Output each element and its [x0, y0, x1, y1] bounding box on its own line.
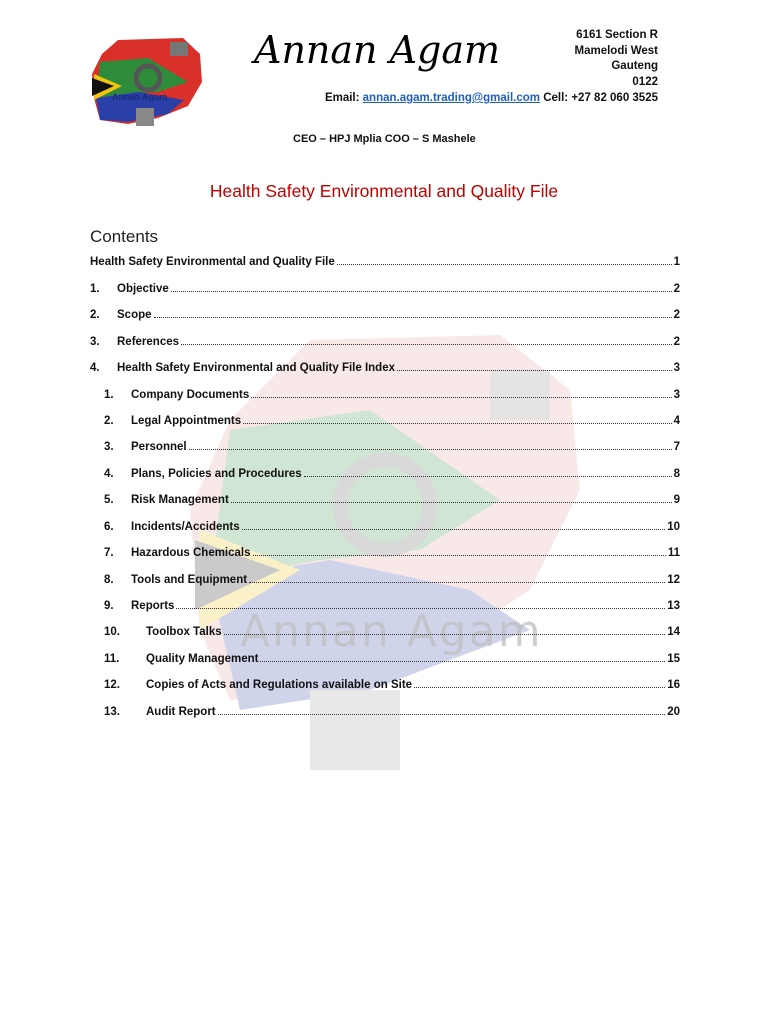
address-line: 0122 — [632, 75, 658, 88]
toc-entry-label: Copies of Acts and Regulations available on Site — [146, 679, 413, 691]
toc-entry-page: 2 — [673, 309, 680, 321]
toc-leader-dots — [154, 314, 672, 318]
toc-entry-label: References — [117, 336, 180, 348]
toc-leader-dots — [414, 684, 665, 688]
toc-entry-page: 3 — [673, 362, 680, 374]
toc-entry-number: 11. — [104, 653, 120, 665]
toc-entry-page: 2 — [673, 336, 680, 348]
toc-entry-number: 8. — [104, 574, 114, 586]
company-address — [575, 28, 659, 90]
toc-entry[interactable] — [90, 462, 680, 480]
toc-entry[interactable] — [90, 620, 680, 638]
toc-entry-number: 2. — [90, 309, 100, 321]
toc-entry-label: Hazardous Chemicals — [131, 547, 251, 559]
company-name: Annan Agam — [254, 28, 501, 72]
toc-entry-label: Plans, Policies and Procedures — [131, 468, 302, 480]
toc-entry-number: 4. — [104, 468, 114, 480]
email-link[interactable]: annan.agam.trading@gmail.com — [362, 92, 541, 104]
contents-heading: Contents — [90, 227, 159, 246]
toc-leader-dots — [243, 420, 671, 424]
toc-entry[interactable] — [90, 330, 680, 348]
toc-leader-dots — [337, 261, 672, 265]
toc-leader-dots — [231, 499, 672, 503]
toc-entry-page: 3 — [673, 389, 680, 401]
toc-entry-label: Personnel — [131, 441, 187, 453]
toc-entry-number: 9. — [104, 600, 114, 612]
toc-leader-dots — [249, 579, 665, 583]
toc-entry-label: Health Safety Environmental and Quality File — [90, 256, 335, 268]
toc-entry-label: Risk Management — [131, 494, 229, 506]
toc-leader-dots — [251, 394, 671, 398]
toc-entry[interactable] — [90, 673, 680, 691]
toc-entry[interactable] — [90, 488, 680, 506]
toc-leader-dots — [181, 341, 672, 345]
toc-entry-page: 7 — [673, 441, 680, 453]
address-line: Gauteng — [611, 60, 658, 72]
toc-leader-dots — [218, 711, 666, 715]
toc-entry-number: 5. — [104, 494, 114, 506]
toc-entry-page: 13 — [667, 600, 680, 612]
contact-line — [325, 92, 658, 104]
toc-leader-dots — [260, 658, 665, 662]
company-officers: CEO – HPJ Mplia COO – S Mashele — [293, 133, 476, 145]
toc-entry[interactable] — [90, 700, 680, 718]
toc-entry-number: 1. — [104, 389, 114, 401]
toc-entry-page: 1 — [673, 256, 680, 268]
toc-entry-number: 2. — [104, 415, 114, 427]
toc-entry-number: 7. — [104, 547, 114, 559]
cell-number: +27 82 060 3525 — [571, 92, 658, 104]
toc-entry-page: 16 — [667, 679, 680, 691]
toc-entry[interactable] — [90, 409, 680, 427]
toc-entry-number: 4. — [90, 362, 100, 374]
toc-leader-dots — [176, 605, 665, 609]
toc-entry[interactable] — [90, 383, 680, 401]
toc-entry-number: 6. — [104, 521, 114, 533]
toc-entry[interactable] — [90, 356, 680, 374]
toc-entry-number: 10. — [104, 626, 120, 638]
toc-leader-dots — [189, 446, 672, 450]
toc-entry-page: 11 — [667, 547, 680, 559]
toc-entry[interactable] — [90, 435, 680, 453]
toc-entry-number: 3. — [104, 441, 114, 453]
toc-entry[interactable] — [90, 277, 680, 295]
toc-entry-page: 4 — [673, 415, 680, 427]
toc-entry-label: Quality Management — [146, 653, 259, 665]
toc-entry-label: Incidents/Accidents — [131, 521, 240, 533]
toc-entry-number: 12. — [104, 679, 120, 691]
toc-entry-page: 9 — [673, 494, 680, 506]
toc-entry-page: 8 — [673, 468, 680, 480]
toc-entry-number: 13. — [104, 706, 120, 718]
watermark-text: Annan Agam — [240, 606, 543, 657]
toc-leader-dots — [171, 288, 672, 292]
document-title: Health Safety Environmental and Quality File — [209, 181, 559, 201]
address-line: Mamelodi West — [574, 44, 658, 57]
toc-entry-number: 3. — [90, 336, 100, 348]
logo-text: Annan Agam — [112, 92, 168, 102]
toc-leader-dots — [224, 631, 666, 635]
toc-entry-label: Health Safety Environmental and Quality File Index — [117, 362, 395, 374]
cell-label: Cell: — [543, 92, 569, 104]
toc-entry-label: Audit Report — [146, 706, 216, 718]
toc-entry-label: Legal Appointments — [131, 415, 242, 427]
toc-leader-dots — [253, 552, 666, 556]
toc-entry[interactable] — [90, 541, 680, 559]
toc-entry-label: Toolbox Talks — [146, 626, 222, 638]
toc-entry[interactable] — [90, 594, 680, 612]
toc-entry[interactable] — [90, 647, 680, 665]
address-line: 6161 Section R — [576, 29, 658, 41]
toc-leader-dots — [242, 526, 666, 530]
toc-leader-dots — [397, 367, 672, 371]
toc-entry-page: 14 — [667, 626, 680, 638]
toc-entry-page: 15 — [667, 653, 680, 665]
toc-entry-label: Company Documents — [131, 389, 250, 401]
toc-entry-label: Tools and Equipment — [131, 574, 248, 586]
toc-entry-label: Reports — [131, 600, 175, 612]
toc-entry-number: 1. — [90, 283, 100, 295]
toc-entry-page: 12 — [667, 574, 680, 586]
toc-entry[interactable] — [90, 515, 680, 533]
toc-entry[interactable] — [90, 568, 680, 586]
toc-entry[interactable] — [90, 303, 680, 321]
toc-entry-label: Objective — [117, 283, 169, 295]
email-label: Email: — [324, 92, 360, 104]
toc-entry[interactable] — [90, 250, 680, 268]
company-logo-icon — [88, 34, 208, 130]
toc-entry-page: 2 — [673, 283, 680, 295]
toc-entry-page: 10 — [667, 521, 680, 533]
toc-leader-dots — [304, 473, 672, 477]
toc-entry-page: 20 — [667, 706, 680, 718]
toc-entry-label: Scope — [117, 309, 152, 321]
